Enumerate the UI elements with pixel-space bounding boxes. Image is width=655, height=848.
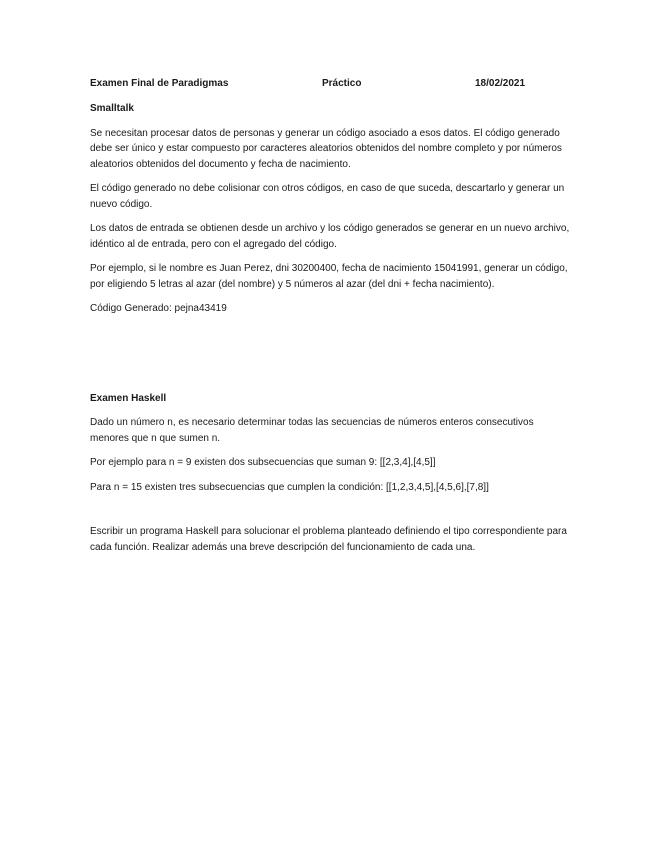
haskell-example-1: Por ejemplo para n = 9 existen dos subsecuencias que suman 9: [[2,3,4],[4,5]] [90, 457, 436, 468]
exam-date: 18/02/2021 [475, 78, 526, 89]
haskell-instructions: Escribir un programa Haskell para solucionar el problema planteado definiendo el tipo correspondiente para cada función. Realizar además una breve descripción del funcionamiento de cada una. [90, 526, 567, 553]
smalltalk-paragraph-4: Por ejemplo, si le nombre es Juan Perez, dni 30200400, fecha de nacimiento 15041991, generar un código, por eligiendo 5 letras al azar (del nombre) y 5 números al azar (del dni + fecha nacimiento). [90, 263, 568, 290]
paragraph-gap [90, 504, 570, 524]
document-page [90, 76, 570, 564]
smalltalk-paragraph-3: Los datos de entrada se obtienen desde un archivo y los código generados se generar en un nuevo archivo, idéntico al de entrada, pero con el agregado del código. [90, 223, 570, 250]
smalltalk-paragraph-2: El código generado no debe colisionar con otros códigos, en caso de que suceda, descartarlo y generar un nuevo código. [90, 183, 565, 210]
smalltalk-paragraph-1: Se necesitan procesar datos de personas y generar un código asociado a esos datos. El código generado debe ser único y estar compuesto por caracteres aleatorios obtenidos del nombre completo y por números aleatorios obtenidos del documento y fecha de nacimiento. [90, 127, 562, 170]
smalltalk-generated-code: Código Generado: pejna43419 [90, 303, 227, 314]
haskell-example-2: Para n = 15 existen tres subsecuencias que cumplen la condición: [[1,2,3,4,5],[4,5,6],[7,8]] [90, 481, 489, 493]
section-gap [90, 326, 570, 381]
document-header [90, 76, 570, 91]
exam-type: Práctico [322, 78, 362, 89]
haskell-heading: Examen Haskell [90, 392, 167, 404]
exam-title: Examen Final de Paradigmas [90, 78, 229, 89]
smalltalk-heading: Smalltalk [90, 103, 134, 114]
haskell-paragraph-1: Dado un número n, es necesario determinar todas las secuencias de números enteros consecutivos menores que n que sumen n. [90, 417, 534, 444]
